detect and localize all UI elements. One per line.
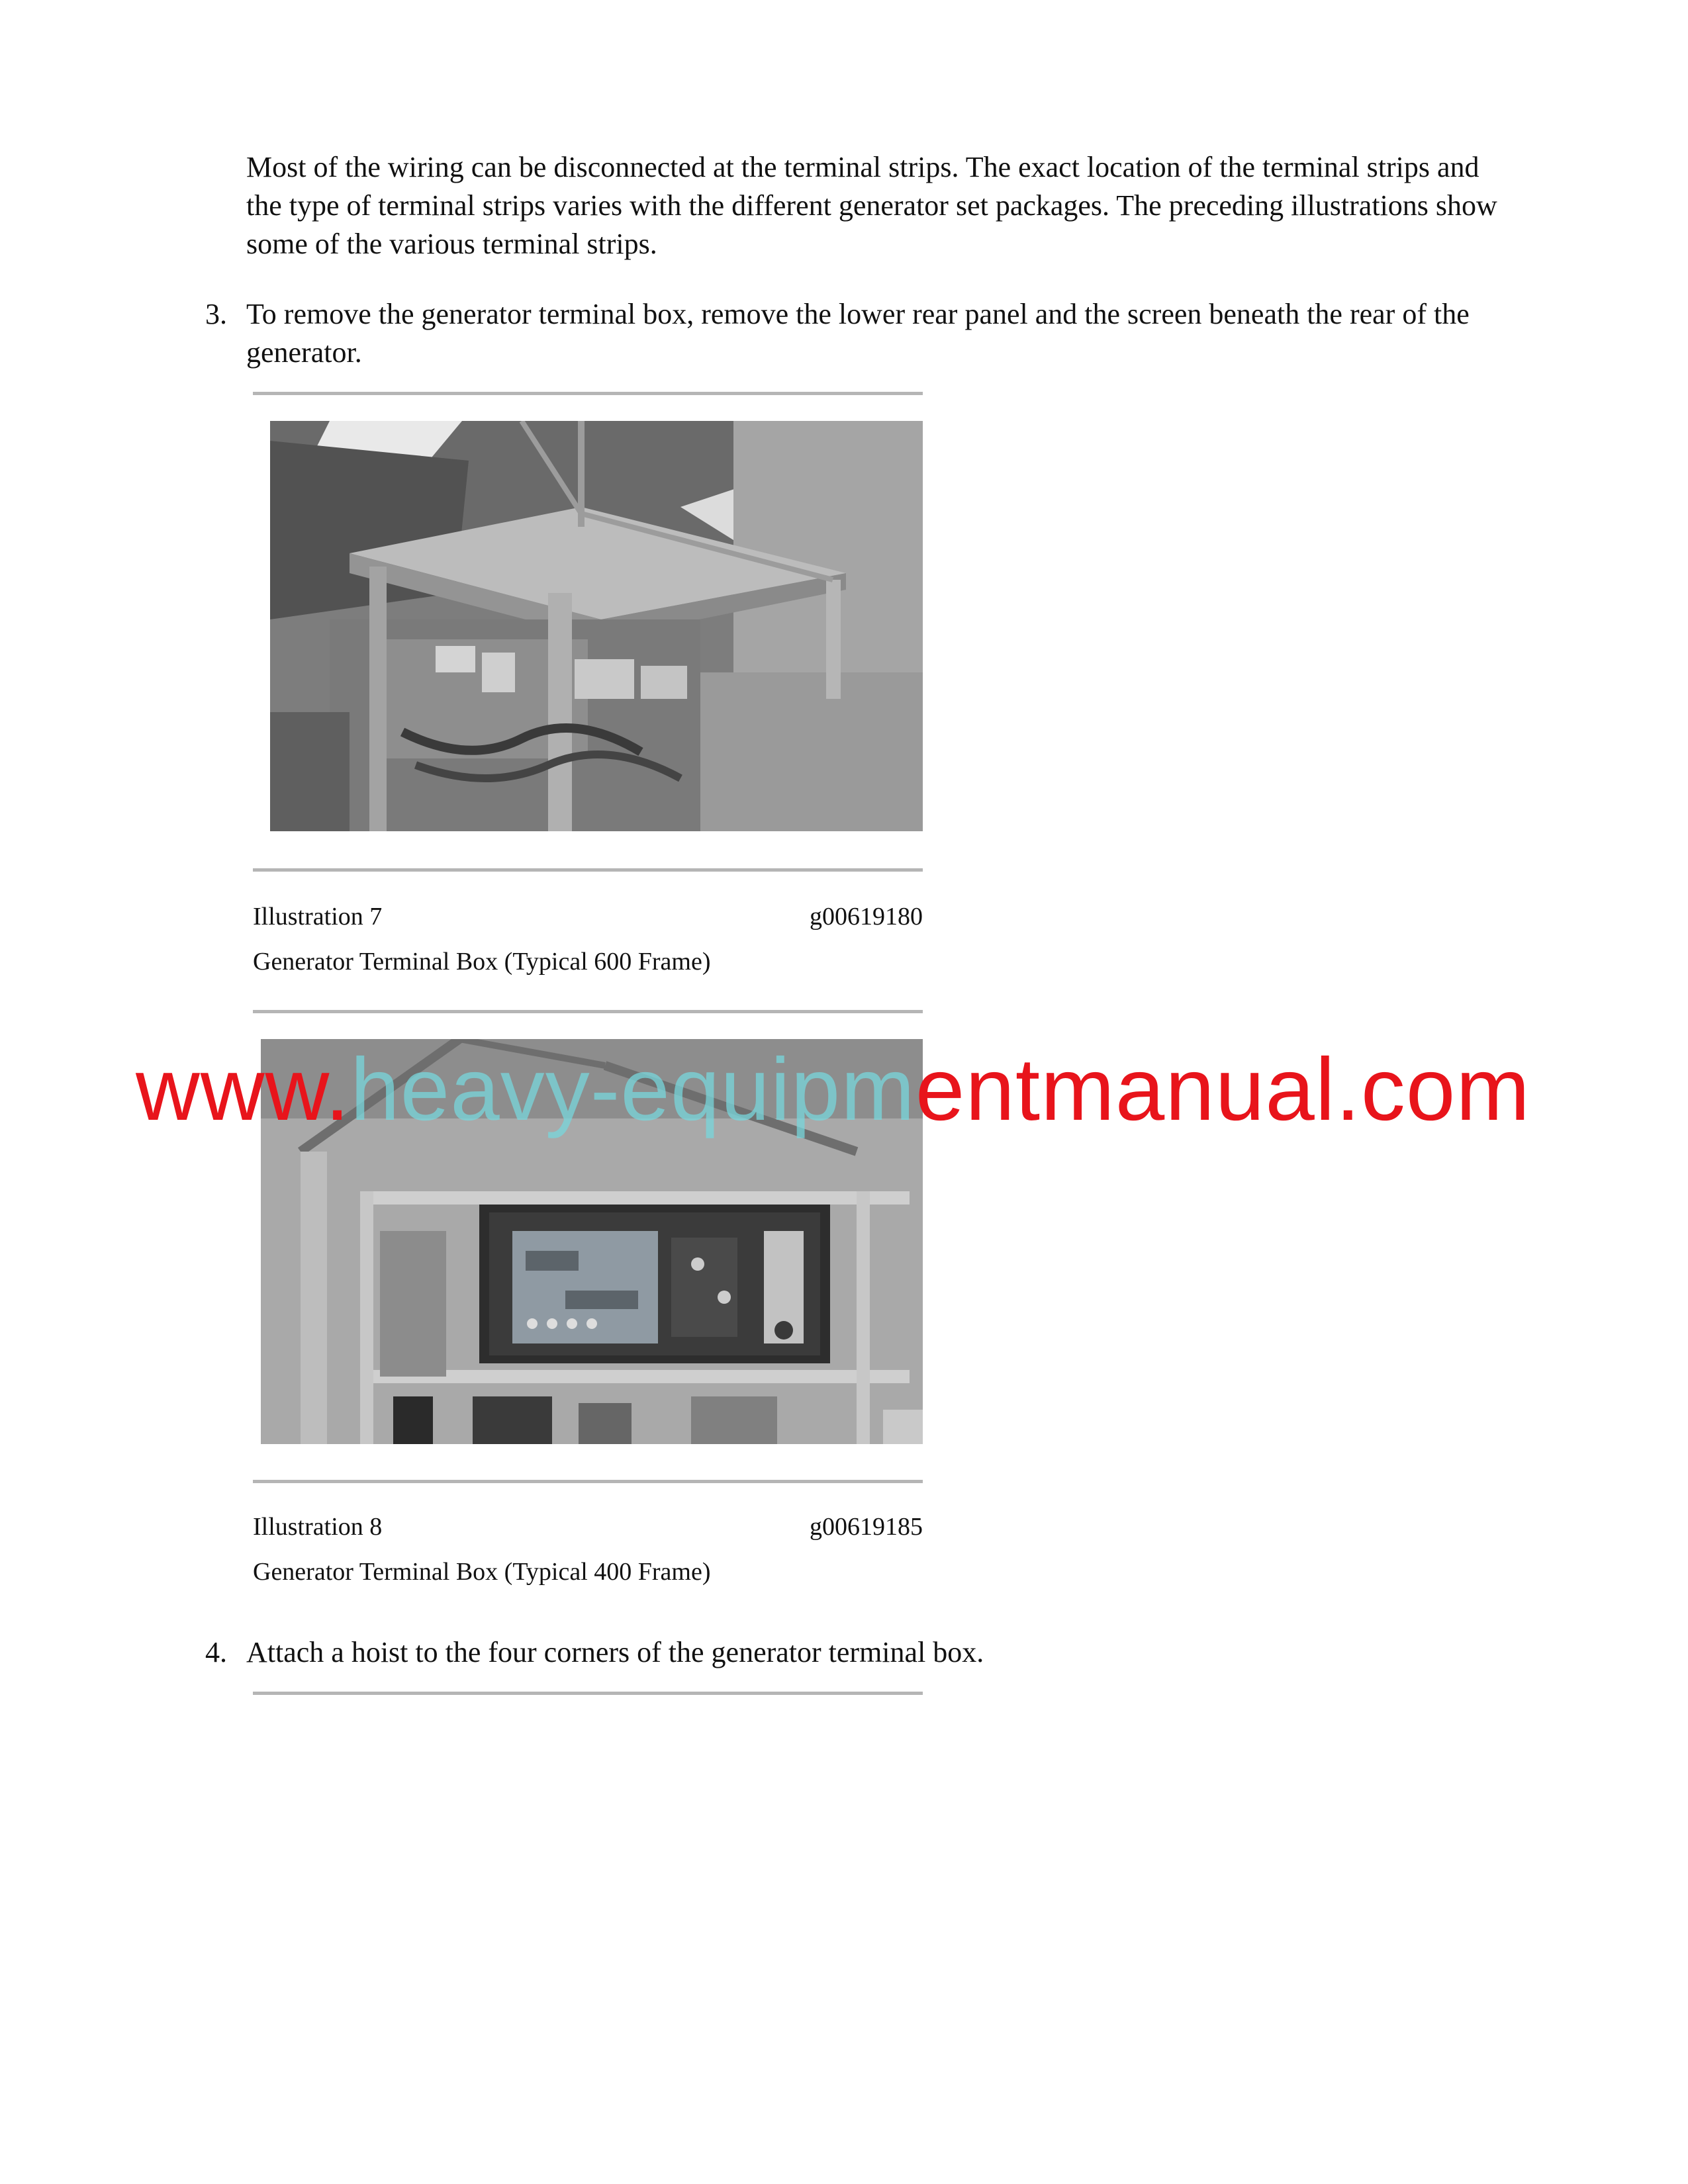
intro-paragraph: Most of the wiring can be disconnected at the terminal strips. The exact location of the terminal strips and the type of terminal strips varies with the different generator set packages. The preceding illustrations show some of the various terminal strips.: [246, 151, 1497, 260]
watermark-part3: entmanual.com: [915, 1040, 1530, 1139]
step-number: 3.: [205, 298, 227, 330]
divider: [253, 392, 923, 395]
watermark-part1: www.: [136, 1040, 351, 1139]
figure-id: g00619180: [810, 903, 923, 931]
step-number: 4.: [205, 1636, 227, 1668]
divider: [253, 1480, 923, 1483]
step-text: To remove the generator terminal box, remove the lower rear panel and the screen beneath the rear of the generator.: [246, 298, 1470, 369]
generator-terminal-box-600-photo: [270, 421, 923, 831]
divider: [253, 868, 923, 872]
watermark: [136, 1040, 1559, 1140]
step-text: Attach a hoist to the four corners of the generator terminal box.: [246, 1636, 984, 1668]
divider: [253, 1010, 923, 1013]
figure-caption: Generator Terminal Box (Typical 400 Frame): [253, 1558, 711, 1586]
figure-caption: Generator Terminal Box (Typical 600 Frame): [253, 948, 711, 976]
figure-label: Illustration 7: [253, 903, 383, 931]
figure-label: Illustration 8: [253, 1513, 383, 1541]
watermark-part2: heavy-equipm: [350, 1040, 915, 1139]
divider: [253, 1692, 923, 1695]
figure-id: g00619185: [810, 1513, 923, 1541]
